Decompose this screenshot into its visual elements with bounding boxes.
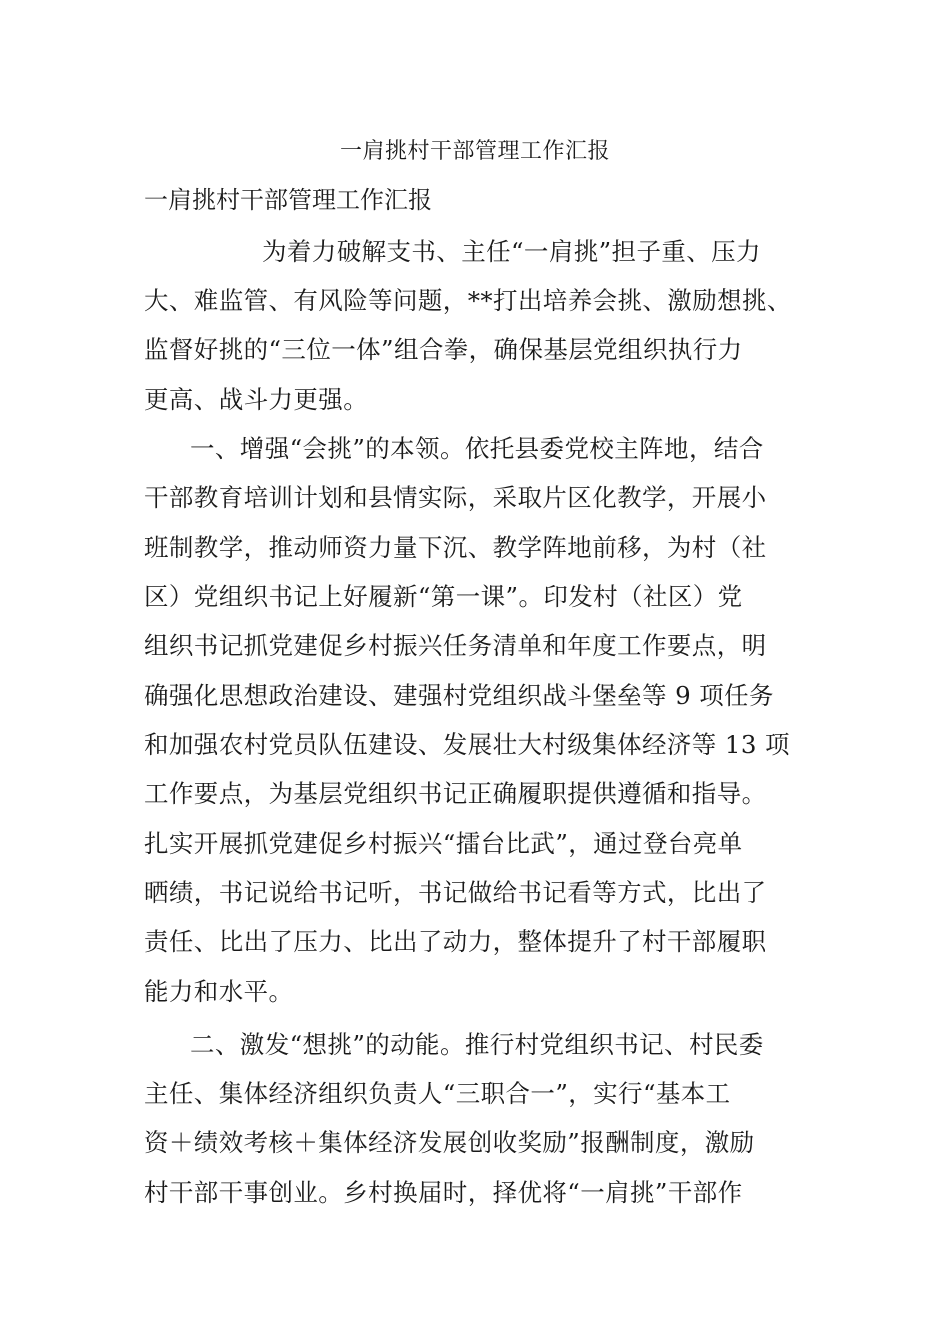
body-line: 区）党组织书记上好履新“第一课”。印发村（社区）党 — [144, 582, 743, 611]
body-line: 更高、战斗力更强。 — [144, 385, 369, 414]
body-line: 为着力破解支书、主任“一肩挑”担子重、压力 — [262, 237, 761, 266]
document-subtitle: 一肩挑村干部管理工作汇报 — [144, 186, 432, 214]
body-line: 能力和水平。 — [144, 977, 294, 1006]
body-line: 和加强农村党员队伍建设、发展壮大村级集体经济等 13 项 — [144, 730, 790, 759]
body-line: 大、难监管、有风险等问题，**打出培养会挑、激励想挑、 — [144, 286, 792, 315]
body-line: 确强化思想政治建设、建强村党组织战斗堡垒等 9 项任务 — [144, 681, 774, 710]
body-line: 村干部干事创业。乡村换届时，择优将“一肩挑”干部作 — [144, 1178, 743, 1207]
document-title: 一肩挑村干部管理工作汇报 — [339, 139, 610, 164]
body-line: 责任、比出了压力、比出了动力，整体提升了村干部履职 — [144, 927, 767, 956]
body-line: 一、增强“会挑”的本领。依托县委党校主阵地，结合 — [190, 434, 764, 463]
body-line: 扎实开展抓党建促乡村振兴“擂台比武”，通过登台亮单 — [144, 829, 743, 858]
body-line: 资＋绩效考核＋集体经济发展创收奖励”报酬制度，激励 — [144, 1128, 755, 1157]
body-line: 干部教育培训计划和县情实际，采取片区化教学，开展小 — [144, 483, 767, 512]
body-line: 监督好挑的“三位一体”组合拳，确保基层党组织执行力 — [144, 335, 743, 364]
body-line: 班制教学，推动师资力量下沉、教学阵地前移，为村（社 — [144, 533, 767, 562]
body-line: 二、激发“想挑”的动能。推行村党组织书记、村民委 — [190, 1030, 764, 1059]
body-line: 主任、集体经济组织负责人“三职合一”，实行“基本工 — [144, 1079, 731, 1108]
body-line: 组织书记抓党建促乡村振兴任务清单和年度工作要点，明 — [144, 631, 767, 660]
body-line: 晒绩，书记说给书记听，书记做给书记看等方式，比出了 — [144, 878, 767, 907]
body-line: 工作要点，为基层党组织书记正确履职提供遵循和指导。 — [144, 779, 767, 808]
